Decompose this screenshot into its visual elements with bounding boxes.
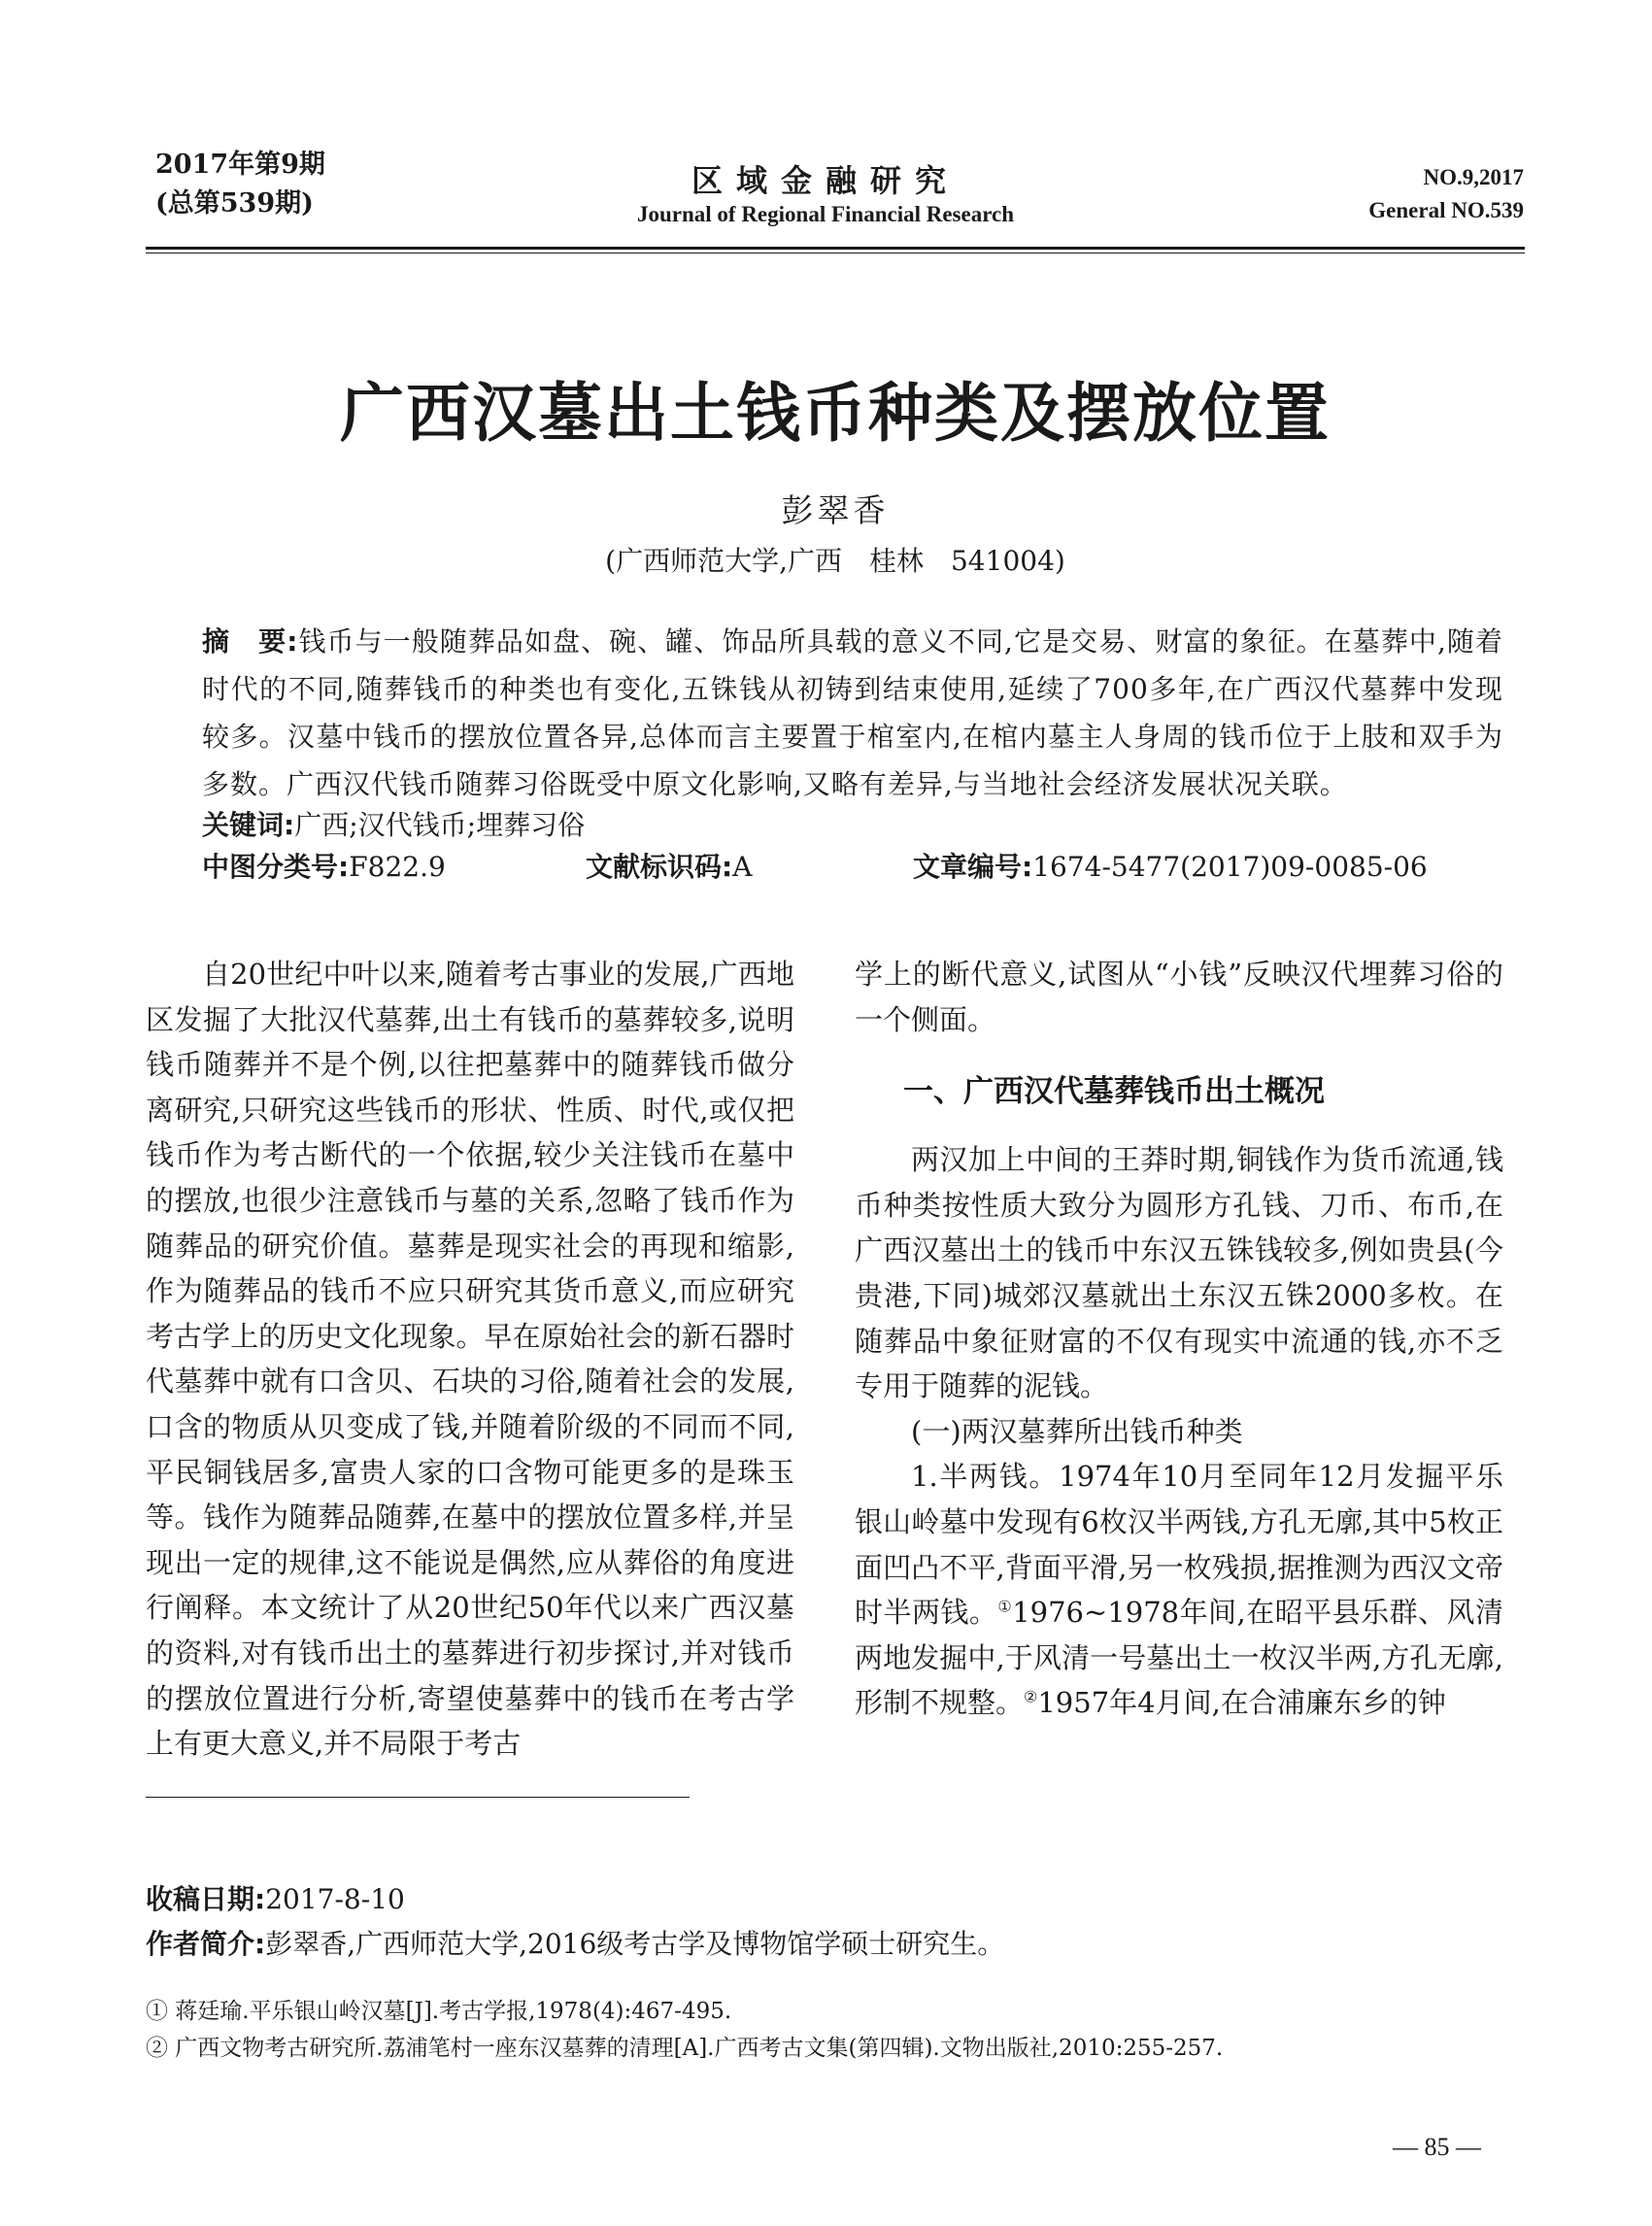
intro-paragraph: 自20世纪中叶以来,随着考古事业的发展,广西地区发掘了大批汉代墓葬,出土有钱币的墓葬较多,说明钱币随葬并不是个例,以往把墓葬中的随葬钱币做分离研究,只研究这些钱币的形状、性质、时代,或仅把钱币作为考古断代的一个依据,较少关注钱币在墓中的摆放,也很少注意钱币与墓的关系,忽略了钱币作为随葬品的研究价值。墓葬是现实社会的再现和缩影,作为随葬品的钱币不应只研究其货币意义,而应研究考古学上的历史文化现象。早在原始社会的新石器时代墓葬中就有口含贝、石块的习俗,随着社会的发展,口含的物质从贝变成了钱,并随着阶级的不同而不同,平民铜钱居多,富贵人家的口含物可能更多的是珠玉等。钱作为随葬品随葬,在墓中的摆放位置多样,并呈现出一定的规律,这不能说是偶然,应从葬俗的角度进行阐释。本文统计了从20世纪50年代以来广西汉墓的资料,对有钱币出土的墓葬进行初步探讨,并对钱币的摆放位置进行分析,寄望使墓葬中的钱币在考古学上有更大意义,并不局限于考古 xyxy=(146,958,795,1761)
issue-line-1: 2017年第9期 xyxy=(155,150,325,180)
footnotes xyxy=(146,1993,1525,2067)
abstract xyxy=(202,618,1503,808)
para-segment-a: 1.半两钱。1974年10月至同年12月发掘平乐银山岭墓中发现有6枚汉半两钱,方孔无廓,其中5枚正面凹凸不平,背面平滑,另一枚残损,据推测为西汉文帝时半两钱。 xyxy=(855,1460,1503,1630)
article-number-value: 1674-5477(2017)09-0085-06 xyxy=(1032,851,1428,883)
author-bio xyxy=(146,1925,1004,1964)
section-heading-1: 一、广西汉代墓葬钱币出土概况 xyxy=(903,1074,1325,1110)
article-author: 彭翠香 xyxy=(781,491,890,529)
article-title: 广西汉墓出土钱币种类及摆放位置 xyxy=(340,375,1331,451)
subsection-heading-1: (一)两汉墓葬所出钱币种类 xyxy=(911,1414,1243,1448)
keywords-label: 关键词: xyxy=(202,809,295,841)
doc-label: 文献标识码: xyxy=(586,851,733,883)
issue-number xyxy=(1368,161,1524,227)
clc-number xyxy=(202,848,446,887)
page-number: — 85 — xyxy=(1393,2133,1481,2161)
received-date xyxy=(146,1880,405,1919)
article-number xyxy=(913,848,1428,887)
bio-label: 作者简介: xyxy=(146,1928,266,1960)
section-1-paragraph-1: 两汉加上中间的王莽时期,铜钱作为货币流通,钱币种类按性质大致分为圆形方孔钱、刀币、布币,在广西汉墓出土的钱币中东汉五铢钱较多,例如贵县(今贵港,下同)城郊汉墓就出土东汉五铢2000多枚。在随葬品中象征财富的不仅有现实中流通的钱,亦不乏专用于随葬的泥钱。 xyxy=(855,1143,1503,1403)
document-code xyxy=(586,848,752,887)
body-column-left xyxy=(146,952,794,1767)
author-affiliation: (广西师范大学,广西 桂林 541004) xyxy=(605,545,1065,577)
article-number-label: 文章编号: xyxy=(913,851,1033,883)
issue-line-2: (总第539期) xyxy=(155,188,314,219)
header-rule-thick xyxy=(146,247,1525,250)
journal-name xyxy=(544,161,1107,229)
doc-value: A xyxy=(732,851,753,883)
para-segment-c: 1957年4月间,在合浦廉东乡的钟 xyxy=(1037,1686,1446,1720)
keywords xyxy=(202,806,1503,845)
footnote-1: ① 蒋廷瑜.平乐银山岭汉墓[J].考古学报,1978(4):467-495. xyxy=(146,1999,732,2024)
section-1-paragraph-2 xyxy=(855,1454,1503,1726)
received-label: 收稿日期: xyxy=(146,1883,266,1915)
issue-number-line-1: NO.9,2017 xyxy=(1423,165,1524,189)
footnote-2: ② 广西文物考古研究所.荔浦笔村一座东汉墓葬的清理[A].广西考古文集(第四辑).文物出版社,2010:255-257. xyxy=(146,2036,1224,2061)
journal-name-cn: 区域金融研究 xyxy=(691,162,960,199)
body-column-right xyxy=(855,952,1503,1726)
footnote-ref-1[interactable]: ① xyxy=(997,1597,1013,1616)
abstract-text: 钱币与一般随葬品如盘、碗、罐、饰品所具载的意义不同,它是交易、财富的象征。在墓葬中,随着时代的不同,随葬钱币的种类也有变化,五铢钱从初铸到结束使用,延续了700多年,在广西汉代墓葬中发现较多。汉墓中钱币的摆放位置各异,总体而言主要置于棺室内,在棺内墓主人身周的钱币位于上肢和双手为多数。广西汉代钱币随葬习俗既受中原文化影响,又略有差异,与当地社会经济发展状况关联。 xyxy=(202,625,1503,800)
issue-number-line-2: General NO.539 xyxy=(1368,198,1524,222)
journal-name-en: Journal of Regional Financial Research xyxy=(636,202,1014,226)
abstract-label: 摘 要: xyxy=(202,625,299,658)
clc-label: 中图分类号: xyxy=(202,851,350,883)
footnote-ref-2[interactable]: ② xyxy=(1024,1687,1038,1706)
received-value: 2017-8-10 xyxy=(265,1883,405,1915)
issue-info xyxy=(155,146,325,223)
intro-paragraph-continued: 学上的断代意义,试图从“小钱”反映汉代埋葬习俗的一个侧面。 xyxy=(855,958,1503,1036)
bio-value: 彭翠香,广西师范大学,2016级考古学及博物馆学硕士研究生。 xyxy=(265,1928,1005,1960)
clc-value: F822.9 xyxy=(349,851,446,883)
keywords-text: 广西;汉代钱币;埋葬习俗 xyxy=(294,809,586,841)
para-segment-b: 1976~1978年间,在昭平县乐群、风清两地发掘中,于风清一号墓出土一枚汉半两,方孔无廓,形制不规整。 xyxy=(855,1596,1504,1720)
footnote-rule xyxy=(146,1797,690,1798)
